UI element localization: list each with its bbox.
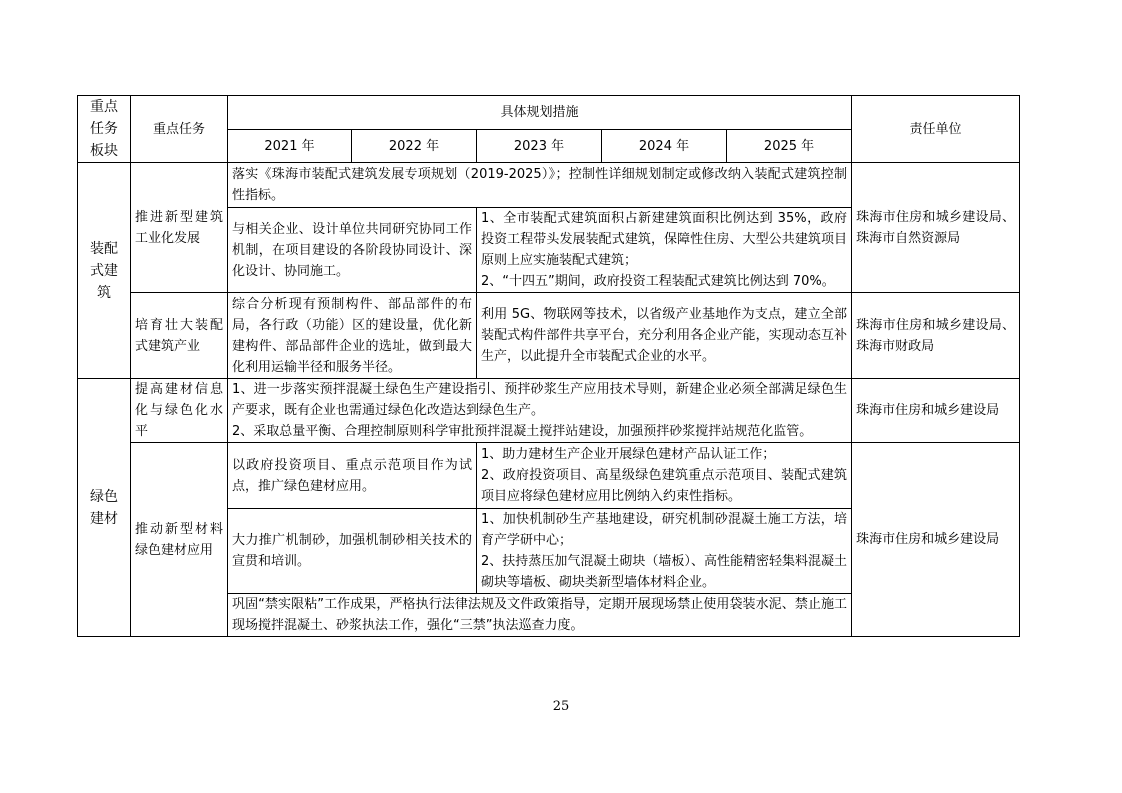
measure-text-cell: 1、加快机制砂生产基地建设，研究机制砂混凝土施工方法，培育产学研中心； 2、扶持蒸压加气混凝土砌块（墙板）、高性能精密轻集料混凝土砌块等墙板、砌块类新型墙体材料企业。 <box>477 509 852 594</box>
measure-text-cell: 1、进一步落实预拌混凝土绿色生产建设指引、预拌砂浆生产应用技术导则，新建企业必须全部满足绿色生产要求，既有企业也需通过绿色化改造达到绿色生产。 2、采取总量平衡、合理控制原则科学审批预拌混凝土搅拌站建设，加强预拌砂浆搅拌站规范化监管。 <box>228 379 852 443</box>
task-name-cell: 培育壮大装配式建筑产业 <box>131 293 228 379</box>
header-unit-cell: 责任单位 <box>852 96 1020 163</box>
page-number: 25 <box>552 699 570 714</box>
measure-text-cell: 大力推广机制砂，加强机制砂相关技术的宣贯和培训。 <box>228 509 477 594</box>
year-2025: 2025 年 <box>727 130 852 163</box>
year-2022: 2022 年 <box>352 130 477 163</box>
measure-text-cell: 与相关企业、设计单位共同研究协同工作机制，在项目建设的各阶段协同设计、深化设计、协同施工。 <box>228 208 477 293</box>
measure-text-cell: 1、全市装配式建筑面积占新建建筑面积比例达到 35%，政府投资工程带头发展装配式建筑，保障性住房、大型公共建筑项目原则上应实施装配式建筑； 2、“十四五”期间，政府投资工程装配式建筑比例达到 70%。 <box>477 208 852 293</box>
table-row <box>78 293 1020 379</box>
table-row <box>78 163 1020 208</box>
year-2021: 2021 年 <box>228 130 352 163</box>
unit-cell: 珠海市住房和城乡建设局、珠海市自然资源局 <box>852 163 1020 293</box>
measure-text-cell: 落实《珠海市装配式建筑发展专项规划（2019-2025）》；控制性详细规划制定或修改纳入装配式建筑控制性指标。 <box>228 163 852 208</box>
header-task-cell: 重点任务 <box>131 96 228 163</box>
measure-text-cell: 巩固“禁实限粘”工作成果，严格执行法律法规及文件政策指导，定期开展现场禁止使用袋装水泥、禁止施工现场搅拌混凝土、砂浆执法工作，强化“三禁”执法巡查力度。 <box>228 594 852 637</box>
header-row <box>78 96 1020 130</box>
task-name-cell: 推动新型材料绿色建材应用 <box>131 443 228 637</box>
task-name-cell: 推进新型建筑工业化发展 <box>131 163 228 293</box>
block-green-materials-cell: 绿色 建材 <box>78 379 131 637</box>
measure-text-cell: 1、助力建材生产企业开展绿色建材产品认证工作； 2、政府投资项目、高星级绿色建筑重点示范项目、装配式建筑项目应将绿色建材应用比例纳入约束性指标。 <box>477 443 852 509</box>
year-2024: 2024 年 <box>602 130 727 163</box>
header-measures-cell: 具体规划措施 <box>228 96 852 130</box>
unit-cell: 珠海市住房和城乡建设局 <box>852 443 1020 637</box>
unit-cell: 珠海市住房和城乡建设局 <box>852 379 1020 443</box>
planning-table <box>77 95 1020 637</box>
unit-cell: 珠海市住房和城乡建设局、珠海市财政局 <box>852 293 1020 379</box>
year-2023: 2023 年 <box>477 130 602 163</box>
measure-text-cell: 综合分析现有预制构件、部品部件的布局，各行政（功能）区的建设量，优化新建构件、部品部件企业的选址，做到最大化利用运输半径和服务半径。 <box>228 293 477 379</box>
task-name-cell: 提高建材信息化与绿色化水平 <box>131 379 228 443</box>
header-block-cell: 重点 任务 板块 <box>78 96 131 163</box>
measure-text-cell: 利用 5G、物联网等技术，以省级产业基地作为支点，建立全部装配式构件部件共享平台，充分利用各企业产能，实现动态互补生产，以此提升全市装配式企业的水平。 <box>477 293 852 379</box>
block-prefab-cell: 装配 式建 筑 <box>78 163 131 379</box>
table-row <box>78 443 1020 509</box>
measure-text-cell: 以政府投资项目、重点示范项目作为试点，推广绿色建材应用。 <box>228 443 477 509</box>
table-row <box>78 379 1020 443</box>
